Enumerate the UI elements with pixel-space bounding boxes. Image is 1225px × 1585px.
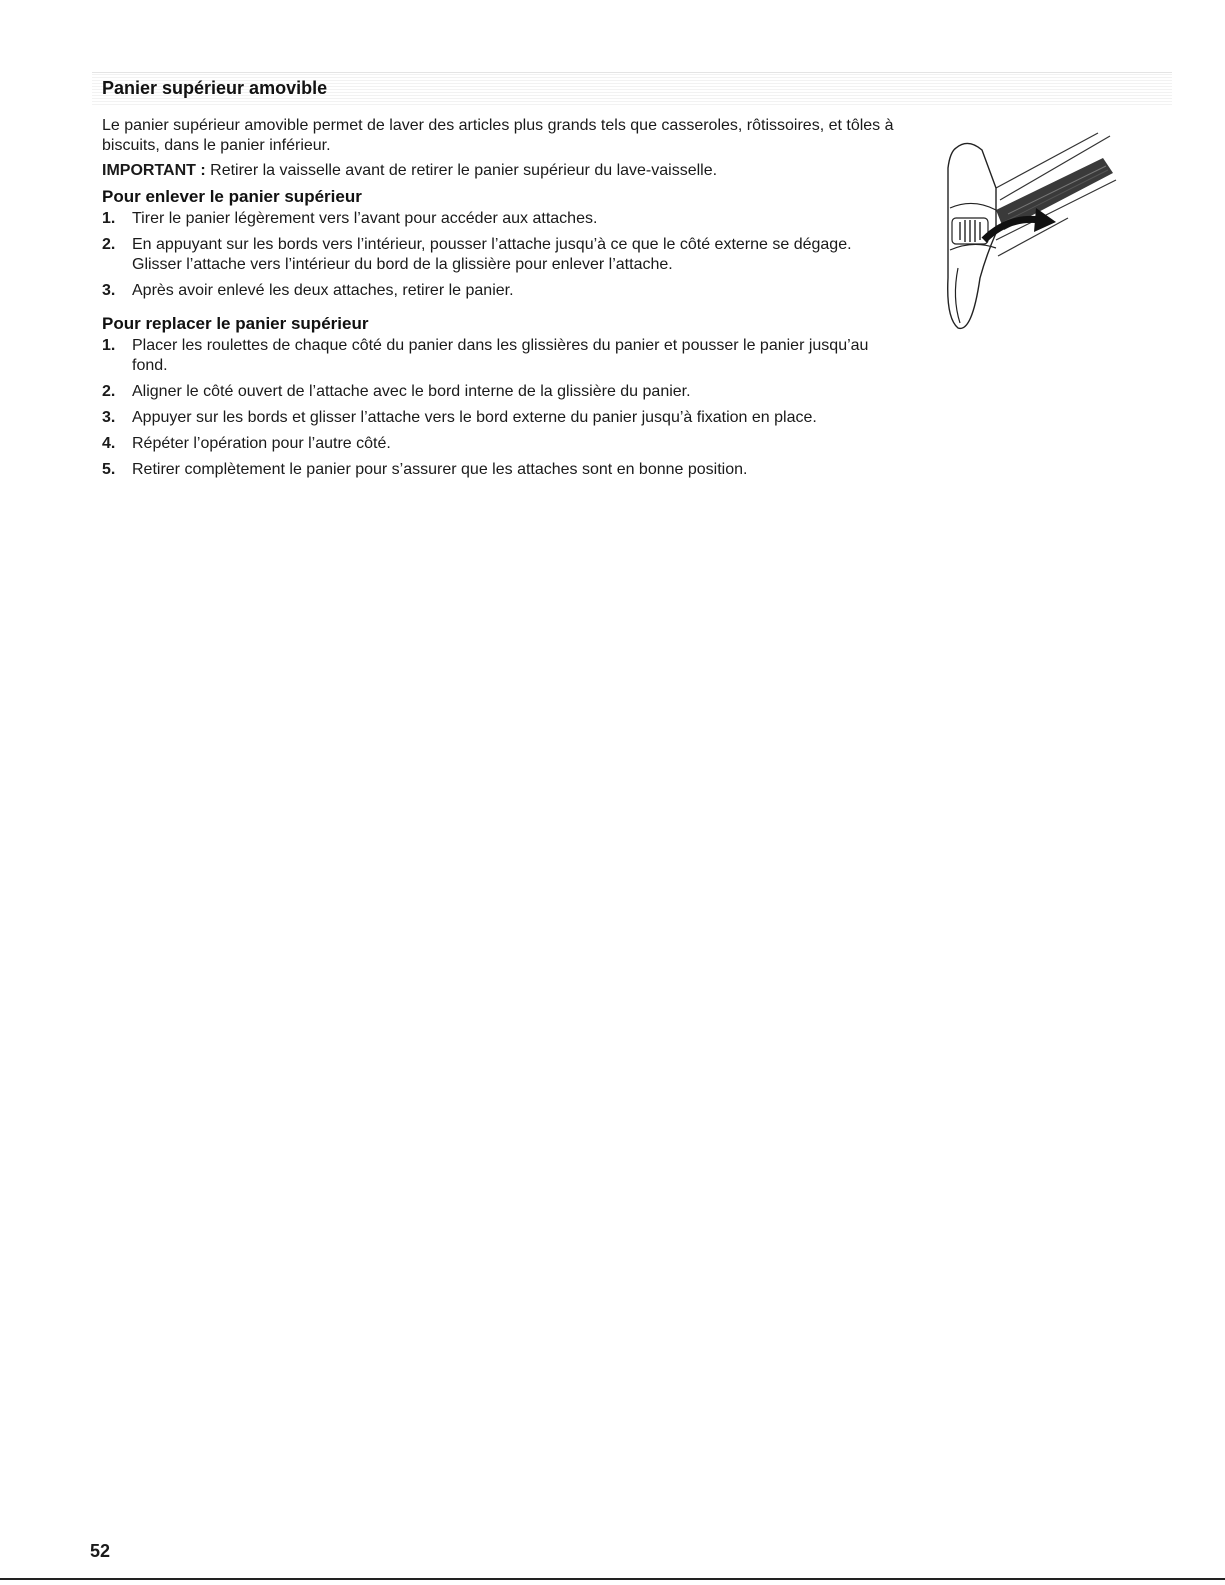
- remove-heading: Pour enlever le panier supérieur: [102, 187, 362, 206]
- step-text: Après avoir enlevé les deux attaches, retirer le panier.: [132, 282, 514, 299]
- important-note: [102, 161, 902, 181]
- list-item: [102, 235, 902, 275]
- step-text: Retirer complètement le panier pour s’assurer que les attaches sont en bonne position.: [132, 461, 748, 478]
- step-text: En appuyant sur les bords vers l’intérieur, pousser l’attache jusqu’à ce que le côté externe se dégage. Glisser l’attache vers l’intérieur du bord de la glissière pour enlever l’attache.: [132, 236, 852, 273]
- step-text: Placer les roulettes de chaque côté du panier dans les glissières du panier et pousser le panier jusqu’au fond.: [132, 337, 869, 374]
- step-number: 2.: [102, 383, 116, 400]
- step-number: 4.: [102, 435, 116, 452]
- step-number: 5.: [102, 461, 116, 478]
- step-number: 2.: [102, 236, 116, 253]
- step-number: 3.: [102, 282, 116, 299]
- list-item: [102, 382, 902, 402]
- list-item: [102, 434, 902, 454]
- page-number: 52: [90, 1541, 111, 1561]
- bottom-rule: [0, 1578, 1225, 1580]
- important-label: IMPORTANT :: [102, 162, 206, 179]
- list-item: [102, 281, 902, 301]
- step-number: 1.: [102, 337, 116, 354]
- step-number: 1.: [102, 210, 116, 227]
- intro-paragraph: Le panier supérieur amovible permet de laver des articles plus grands tels que casseroles, rôtissoires, et tôles à biscuits, dans le panier inférieur.: [102, 117, 894, 154]
- step-number: 3.: [102, 409, 116, 426]
- step-text: Tirer le panier légèrement vers l’avant pour accéder aux attaches.: [132, 210, 598, 227]
- section-title: Panier supérieur amovible: [102, 78, 328, 98]
- remove-steps-list: [102, 209, 902, 301]
- list-item: [102, 209, 902, 229]
- list-item: [102, 408, 902, 428]
- step-text: Appuyer sur les bords et glisser l’attache vers le bord externe du panier jusqu’à fixation en place.: [132, 409, 817, 426]
- list-item: [102, 460, 902, 480]
- list-item: [102, 336, 902, 376]
- important-text: Retirer la vaisselle avant de retirer le panier supérieur du lave-vaisselle.: [210, 162, 718, 179]
- replace-steps-list: [102, 336, 902, 480]
- step-text: Aligner le côté ouvert de l’attache avec le bord interne de la glissière du panier.: [132, 383, 691, 400]
- basket-clip-illustration: [938, 128, 1128, 338]
- step-text: Répéter l’opération pour l’autre côté.: [132, 435, 391, 452]
- page-content: [102, 116, 902, 486]
- replace-heading: Pour replacer le panier supérieur: [102, 314, 369, 333]
